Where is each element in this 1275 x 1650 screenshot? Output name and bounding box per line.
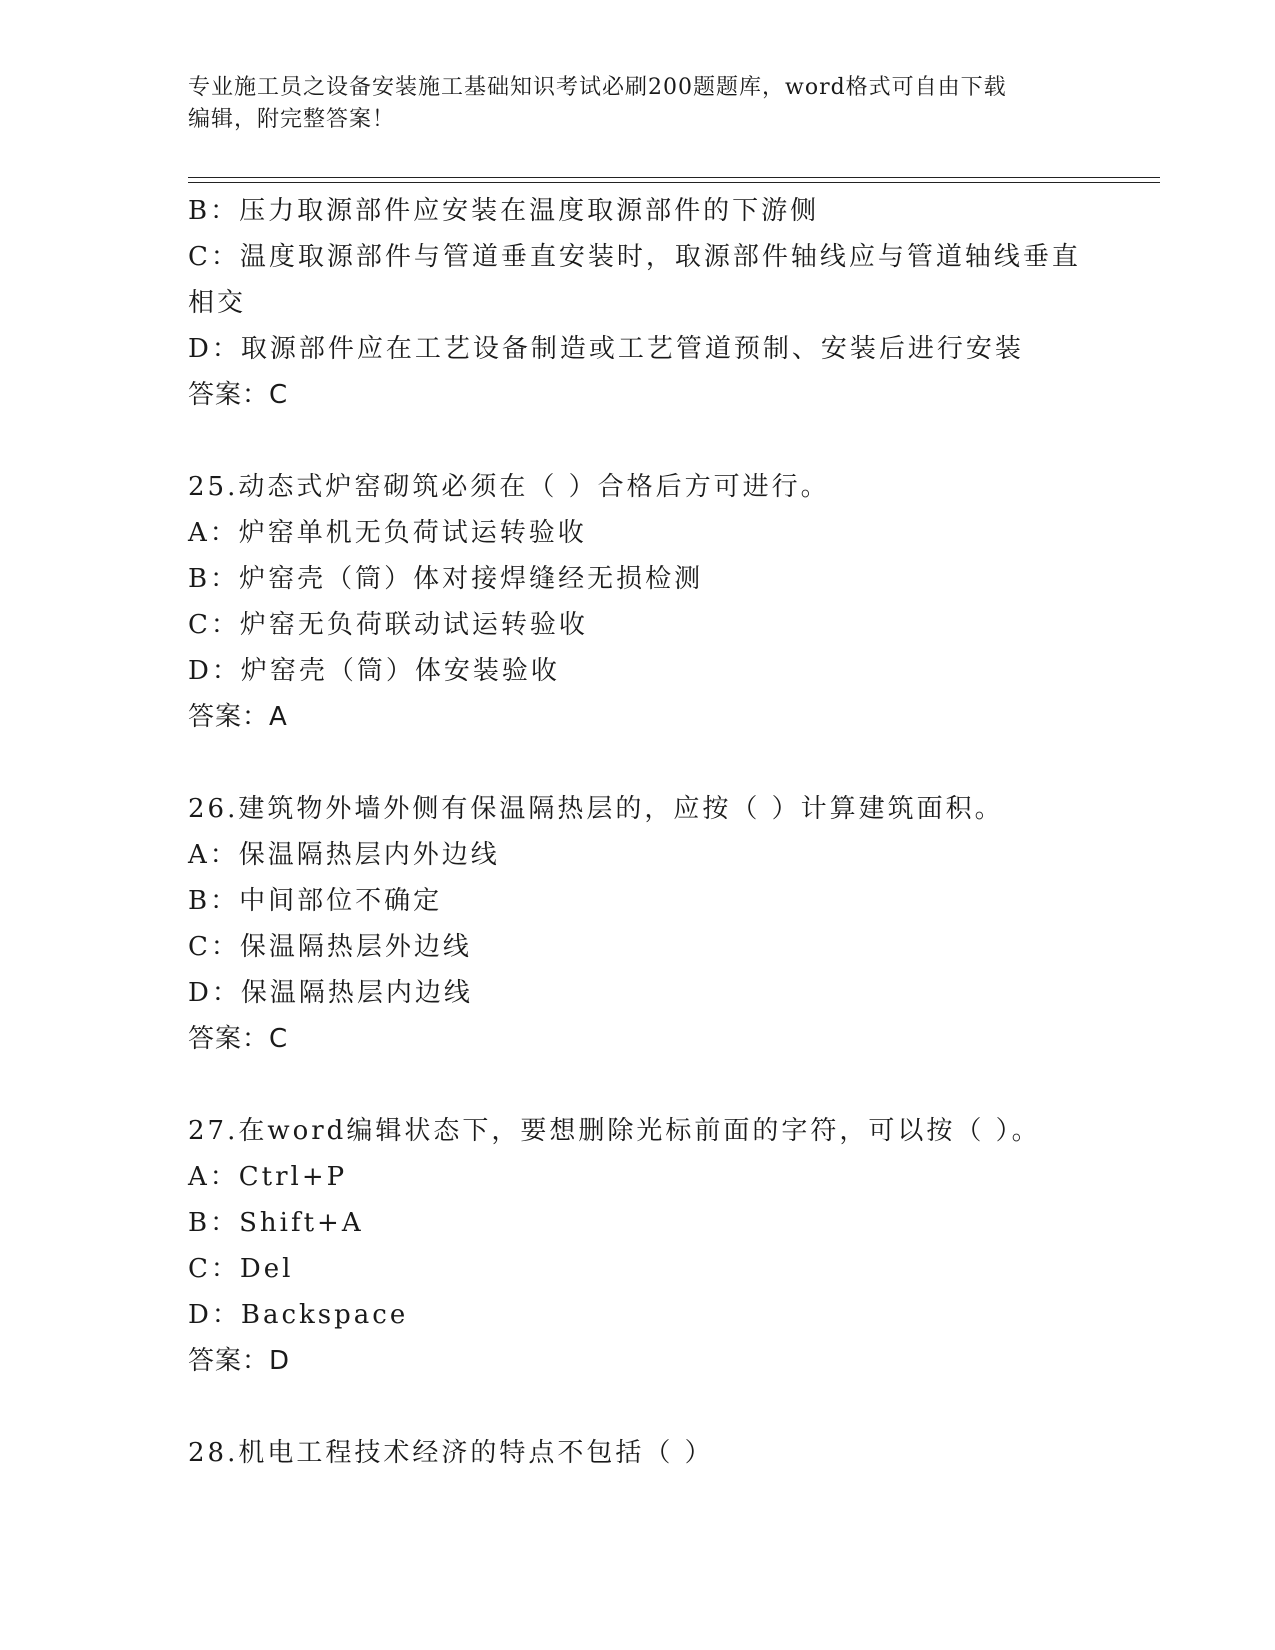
question-list <box>188 188 1168 1476</box>
option-c-continued: 相交 <box>188 288 247 318</box>
question-text: 27.在word编辑状态下，要想删除光标前面的字符，可以按（ ）。 <box>188 1116 1041 1146</box>
option-b: B：Shift+A <box>188 1208 364 1238</box>
header-rule-bottom <box>188 182 1160 183</box>
answer: 答案：C <box>188 1024 289 1054</box>
spacer <box>188 740 1168 786</box>
spacer <box>188 1384 1168 1430</box>
answer: 答案：C <box>188 380 289 410</box>
question-27 <box>188 1108 1168 1384</box>
question-26 <box>188 786 1168 1062</box>
option-c: C：炉窑无负荷联动试运转验收 <box>188 610 588 640</box>
option-b: B：炉窑壳（筒）体对接焊缝经无损检测 <box>188 564 704 594</box>
spacer <box>188 418 1168 464</box>
answer: 答案：D <box>188 1346 291 1376</box>
option-d: D：Backspace <box>188 1300 409 1330</box>
question-text: 28.机电工程技术经济的特点不包括（ ） <box>188 1438 714 1468</box>
answer: 答案：A <box>188 702 288 732</box>
question-25 <box>188 464 1168 740</box>
option-c: C：Del <box>188 1254 294 1284</box>
question-28 <box>188 1430 1168 1476</box>
option-a: A：炉窑单机无负荷试运转验收 <box>188 518 587 548</box>
option-c: C：保温隔热层外边线 <box>188 932 472 962</box>
header-rule-top <box>188 177 1160 178</box>
option-d: D：炉窑壳（筒）体安装验收 <box>188 656 560 686</box>
spacer <box>188 1062 1168 1108</box>
option-d: D：保温隔热层内边线 <box>188 978 473 1008</box>
question-text: 25.动态式炉窑砌筑必须在（ ）合格后方可进行。 <box>188 472 830 502</box>
question-24-tail <box>188 188 1168 418</box>
option-b: B：中间部位不确定 <box>188 886 443 916</box>
option-d: D：取源部件应在工艺设备制造或工艺管道预制、安装后进行安装 <box>188 334 1024 364</box>
option-c: C：温度取源部件与管道垂直安装时，取源部件轴线应与管道轴线垂直 <box>188 242 1081 272</box>
question-text: 26.建筑物外墙外侧有保温隔热层的，应按（ ）计算建筑面积。 <box>188 794 1004 824</box>
option-b: B：压力取源部件应安装在温度取源部件的下游侧 <box>188 196 820 226</box>
document-header: 专业施工员之设备安装施工基础知识考试必刷200题题库，word格式可自由下载 编辑，附完整答案！ <box>188 75 1007 132</box>
option-a: A：Ctrl+P <box>188 1162 348 1192</box>
option-a: A：保温隔热层内外边线 <box>188 840 500 870</box>
